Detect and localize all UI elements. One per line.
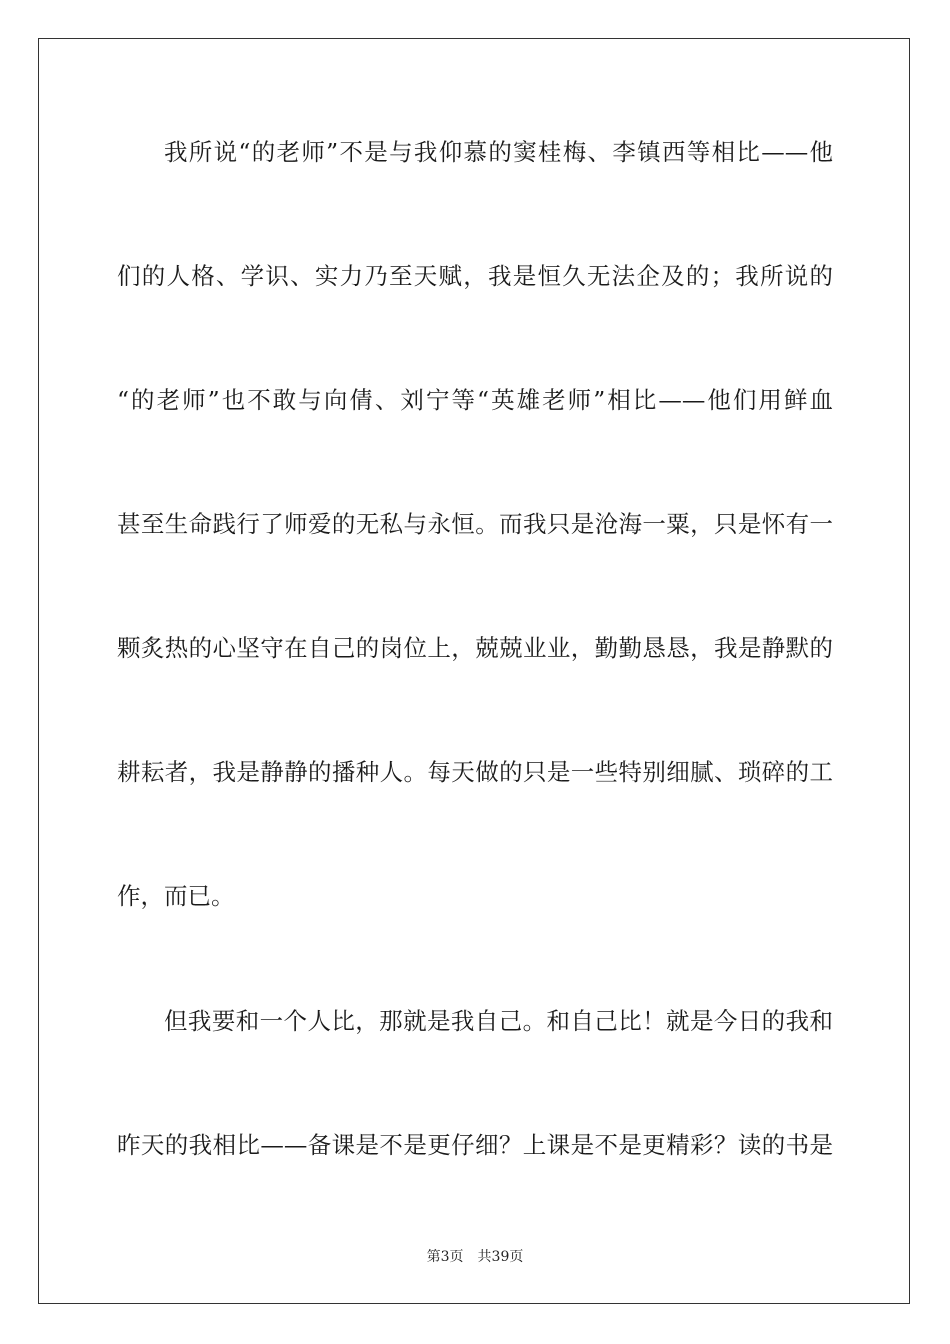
paragraph-1-line-6: 耕耘者，我是静静的播种人。每天做的只是一些特别细腻、琐碎的工 bbox=[117, 758, 833, 786]
paragraph-2-line-2: 昨天的我相比——备课是不是更仔细？上课是不是更精彩？读的书是 bbox=[117, 1131, 833, 1159]
paragraph-1-line-4: 甚至生命践行了师爱的无私与永恒。而我只是沧海一粟，只是怀有一 bbox=[117, 510, 833, 538]
page-number: 第3页 bbox=[426, 1249, 464, 1265]
paragraph-1-line-3: “的老师”也不敢与向倩、刘宁等“英雄老师”相比——他们用鲜血 bbox=[117, 386, 833, 414]
paragraph-1-line-1: 我所说“的老师”不是与我仰慕的窦桂梅、李镇西等相比——他 bbox=[164, 138, 833, 166]
paragraph-1-line-2: 们的人格、学识、实力乃至天赋，我是恒久无法企及的；我所说的 bbox=[117, 262, 833, 290]
paragraph-1-line-5: 颗炙热的心坚守在自己的岗位上，兢兢业业，勤勤恳恳，我是静默的 bbox=[117, 634, 833, 662]
page-footer bbox=[0, 1247, 950, 1267]
paragraph-2-line-1: 但我要和一个人比，那就是我自己。和自己比！就是今日的我和 bbox=[164, 1007, 833, 1035]
paragraph-1-line-7: 作，而已。 bbox=[117, 882, 235, 910]
page-border bbox=[38, 38, 910, 1304]
page-total: 共39页 bbox=[477, 1249, 524, 1265]
